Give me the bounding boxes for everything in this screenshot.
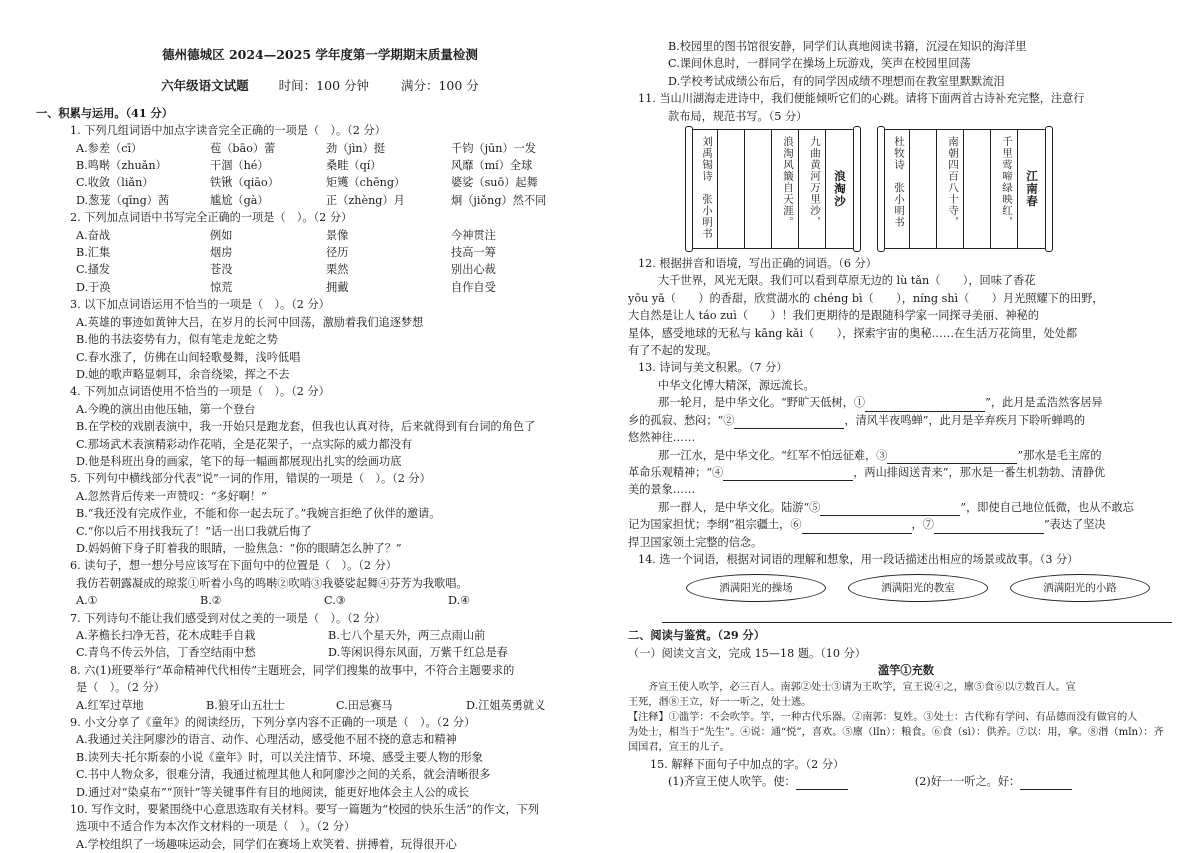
section1-heading: 一、积累与运用。（41 分） bbox=[36, 105, 173, 120]
q3-option-b: B.他的书法姿势有力，似有笔走龙蛇之势 bbox=[76, 333, 278, 347]
q14-option-path[interactable]: 洒满阳光的小路 bbox=[1010, 574, 1150, 602]
q14-options bbox=[686, 574, 1184, 602]
q10-option-a: A.学校组织了一场趣味运动会，同学们在赛场上欢笑着、拼搏着，玩得很开心 bbox=[76, 837, 457, 851]
q6-options bbox=[36, 592, 604, 609]
q13-blank-2[interactable] bbox=[734, 428, 844, 429]
q13-moon-3: 悠然神往…… bbox=[628, 431, 696, 445]
q9-option-a: A.我通过关注阿廖沙的语言、动作、心理活动，感受他不屈不挠的意志和精神 bbox=[76, 733, 457, 747]
q1-row-a: A.参差（cī） 苞（bāo）蕾 劲（jìn）挺 千钧（jūn）一发 bbox=[76, 141, 537, 155]
q2-row-c: C.搔发 苍没 栗然 别出心裁 bbox=[76, 263, 496, 277]
q5-option-d: D.妈妈俯下身子盯着我的眼睛，一脸焦急：“你的眼睛怎么肿了？” bbox=[76, 541, 402, 555]
q13-moon-1: 那一轮月，是中华文化。“野旷天低树，① ”，此月是孟浩然客居异 bbox=[628, 394, 1184, 411]
subject-label: 六年级语文试题 bbox=[161, 78, 249, 94]
card2-blank-1[interactable] bbox=[910, 130, 937, 248]
passage-title: 滥竽①充数 bbox=[878, 663, 934, 678]
q10-stem-cont: 选项中不适合作为本次作文材料的一项是（ ）。（2 分） bbox=[76, 820, 356, 834]
q8-stem: 8. 六(1)班要举行“革命精神代代相传”主题班会，同学们搜集的故事中，不符合主题要求的 bbox=[70, 663, 515, 677]
q14-option-classroom[interactable]: 洒满阳光的教室 bbox=[848, 574, 988, 602]
q9-option-c: C.书中人物众多，很难分清，我通过梳理其他人和阿廖沙之间的关系，就会清晰很多 bbox=[76, 768, 491, 782]
q3-stem: 3. 以下加点词语运用不恰当的一项是（ ）。（2 分） bbox=[70, 298, 330, 312]
q8-option-b: B.狼牙山五壮士 bbox=[206, 698, 285, 712]
q5-option-c: C.“你以后不用找我玩了！”话一出口我就后悔了 bbox=[76, 524, 312, 538]
section2-sub1: （一）阅读文言文，完成 15—18 题。（10 分） bbox=[628, 646, 866, 660]
q7-option-c: C.青鸟不传云外信，丁香空结雨中愁 bbox=[76, 646, 256, 660]
q2-row-a: A.奋战 例如 景像 今神贯注 bbox=[76, 228, 496, 242]
q9-option-b: B.读列夫·托尔斯泰的小说《童年》时，可以关注情节、环境、感受主要人物的形象 bbox=[76, 750, 483, 764]
exam-title: 德州德城区 2024—2025 学年度第一学期期末质量检测 bbox=[162, 47, 478, 62]
q6-option-c: C.③ bbox=[324, 594, 346, 608]
q15-item-2: (2)好一一听之。好： bbox=[914, 774, 1021, 788]
q13-river-3: 美的景象…… bbox=[628, 483, 696, 497]
passage-note-2: 为处士，相当于“先生”。④说：通“悦”，喜欢。⑤廪（lǐn）：粮食。⑥食（sì）：供养。⑦以：用，拿。⑧湣（mǐn）：齐 bbox=[628, 727, 1164, 739]
q13-moon-2: 乡的孤寂、愁闷；“② ，清风半夜鸣蝉”，此月是辛弃疾月下聆听蝉鸣的 bbox=[628, 412, 1184, 429]
q10-option-b: B.校园里的图书馆很安静，同学们认真地阅读书籍，沉浸在知识的海洋里 bbox=[668, 40, 1027, 53]
q11-stem-cont: 款布局，规范书写。（5 分） bbox=[668, 109, 808, 123]
q7-options-ab bbox=[36, 627, 604, 644]
q13-blank-7[interactable] bbox=[934, 533, 1044, 534]
q5-option-b: B.“我还没有完成作业，不能和你一起去玩了。”我婉言拒绝了伙伴的邀请。 bbox=[76, 507, 441, 521]
q6-option-d: D.④ bbox=[448, 594, 471, 608]
card2-title: 江南春 bbox=[1018, 130, 1047, 248]
q14-stem: 14. 选一个词语，根据对词语的理解和想象，用一段话描述出相应的场景或故事。（3 分） bbox=[638, 552, 1079, 566]
time-label: 时间：100 分钟 bbox=[278, 78, 370, 94]
passage-line-1: 齐宣王使人吹竽，必三百人。南郭②处士③请为王吹竽，宣王说④之，廪⑤食⑥以⑦数百人。宣 bbox=[648, 681, 1076, 693]
q4-option-b: B.在学校的戏剧表演中，我一开始只是跑龙套，但我也认真对待，后来就得到有台词的角色了 bbox=[76, 420, 536, 434]
card1-line-1: 九曲黄河万里沙， bbox=[799, 130, 826, 248]
poem-cards bbox=[690, 129, 1184, 249]
card2-blank-2[interactable] bbox=[964, 130, 991, 248]
q13-river-1: 那一江水，是中华文化。“红军不怕远征难，③ ”那水是毛主席的 bbox=[628, 447, 1184, 464]
q10-stem: 10. 写作文时，要紧围绕中心意思选取有关材料。要写一篇题为“校园的快乐生活”的作文，下列 bbox=[70, 803, 540, 817]
poem-card-langtaosha bbox=[690, 129, 856, 249]
q13-people-3: 捍卫国家领土完整的信念。 bbox=[628, 535, 763, 549]
q13-intro: 中华文化博大精深，源远流长。 bbox=[658, 378, 815, 392]
q13-blank-4[interactable] bbox=[723, 480, 853, 481]
q1-row-b: B.鸣啭（zhuǎn） 干涸（hé） 桑畦（qí） 风靡（mí）全球 bbox=[76, 159, 533, 173]
q15-blank-1[interactable] bbox=[796, 789, 848, 790]
q13-stem: 13. 诗词与美文积累。（7 分） bbox=[638, 361, 788, 375]
q4-option-c: C.那场武术表演精彩动作花哨，全是花架子，一点实际的威力都没有 bbox=[76, 437, 413, 451]
q12-line-5: 有了不起的发现。 bbox=[628, 344, 718, 358]
q4-stem: 4. 下列加点词语使用不恰当的一项是（ ）。（2 分） bbox=[70, 385, 330, 399]
q7-stem: 7. 下列诗句不能让我们感受到对仗之美的一项是（ ）。（2 分） bbox=[70, 611, 386, 625]
q14-option-playground[interactable]: 洒满阳光的操场 bbox=[686, 574, 826, 602]
q2-row-d: D.于涣 惊荒 拥戴 自作自受 bbox=[76, 280, 496, 294]
q2-row-b: B.汇集 烟房 径历 技高一筹 bbox=[76, 246, 496, 260]
q13-people-1: 那一群人，是中华文化。陆游“⑤ ”，即使自己地位低微，也从不敢忘 bbox=[628, 499, 1184, 516]
q8-options bbox=[36, 697, 604, 714]
q15-item-1: (1)齐宣王使人吹竽。使： bbox=[668, 774, 796, 788]
q12-line-3: 大自然是让人 táo zuì（ ）！我们更期待的是跟随科学家一同探寻美丽、神秘的 bbox=[628, 309, 1039, 323]
card2-line-2: 南朝四百八十寺， bbox=[937, 130, 964, 248]
passage-note-3: 国国君，宣王的儿子。 bbox=[628, 742, 730, 754]
q1-row-c: C.收敛（liǎn） 铁锹（qiāo） 矩矱（chēng） 婆娑（suō）起舞 bbox=[76, 176, 538, 190]
q14-answer-line[interactable] bbox=[662, 608, 1172, 623]
q3-option-c: C.春水涨了，仿佛在山间轻歌曼舞，浅吟低唱 bbox=[76, 350, 301, 364]
card2-author: 杜牧诗 张小明书 bbox=[883, 130, 910, 248]
q13-river-2: 革命乐观精神；“④ ，两山排闼送青来”，那水是一番生机勃勃、清静优 bbox=[628, 464, 1184, 481]
section2-heading: 二、阅读与鉴赏。（29 分） bbox=[628, 628, 765, 643]
q7-option-d: D.等闲识得东风面，万紫千红总是春 bbox=[328, 646, 508, 660]
q7-option-b: B.七八个星天外，两三点雨山前 bbox=[328, 629, 486, 642]
q15-blank-2[interactable] bbox=[1020, 789, 1072, 790]
q8-stem-cont: 是（ ）。（2 分） bbox=[76, 681, 165, 695]
q12-line-4: 星体，感受地球的无私与 kāng kǎi（ ），探索宇宙的奥秘……在生活万花筒里，处处都 bbox=[628, 326, 1078, 340]
q8-option-c: C.田忌赛马 bbox=[336, 698, 393, 712]
q15-items bbox=[628, 773, 1184, 790]
q12-line-1: 大千世界，风光无限。我们可以看到草原无边的 lù tǎn（ ），回味了香花 bbox=[658, 274, 1036, 288]
card1-author: 刘禹锡诗 张小明书 bbox=[691, 130, 718, 248]
card1-blank-2[interactable] bbox=[745, 130, 772, 248]
q2-stem: 2. 下列加点词语中书写完全正确的一项是（ ）。（2 分） bbox=[70, 211, 353, 225]
left-column bbox=[36, 0, 604, 849]
q1-row-d: D.葱茏（qīng）茜 尴尬（gà） 正（zhèng）月 炯（jiǒng）然不同 bbox=[76, 193, 547, 207]
q7-option-a: A.茅檐长扫净无苔，花木成畦手自栽 bbox=[76, 629, 256, 642]
q13-blank-6[interactable] bbox=[802, 533, 912, 534]
q5-option-a: A.忽然背后传来一声赞叹：“多好啊！” bbox=[76, 489, 267, 503]
q10-option-d: D.学校考试成绩公布后，有的同学因成绩不理想而在教室里默默流泪 bbox=[668, 74, 1005, 88]
poem-card-jiangnanchun bbox=[882, 129, 1048, 249]
card1-title: 浪淘沙 bbox=[826, 130, 855, 248]
passage-line-2: 王死，湣⑧王立，好一一听之，处士逃。 bbox=[628, 696, 812, 708]
q6-option-a: A.① bbox=[76, 594, 98, 608]
q5-stem: 5. 下列句中横线部分代表“说”一词的作用，错误的一项是（ ）。（2 分） bbox=[70, 472, 431, 486]
exam-subtitle bbox=[36, 77, 604, 94]
q3-option-d: D.她的歌声略显刺耳，余音绕梁，挥之不去 bbox=[76, 367, 290, 381]
card1-blank-1[interactable] bbox=[718, 130, 745, 248]
q11-stem: 11. 当山川湖海走进诗中，我们便能倾听它们的心跳。请将下面两首古诗补充完整，注意行 bbox=[638, 92, 1085, 106]
q6-stem: 6. 读句子，想一想分号应该写在下面句中的位置是（ ）。（2 分） bbox=[70, 559, 397, 573]
q6-sentence: 我仿若朝露凝成的琼浆①听着小鸟的鸣啭②吹哨③我婆娑起舞④芬芳为我歌唱。 bbox=[76, 576, 468, 590]
q15-stem: 15. 解释下面句子中加点的字。（2 分） bbox=[650, 757, 845, 771]
q12-stem: 12. 根据拼音和语境，写出正确的词语。（6 分） bbox=[638, 257, 877, 271]
q8-option-d: D.江姐英勇就义 bbox=[466, 698, 546, 712]
q6-option-b: B.② bbox=[200, 594, 222, 608]
q9-stem: 9. 小文分享了《童年》的阅读经历，下列分享内容不正确的一项是（ ）。（2 分） bbox=[70, 716, 476, 730]
passage-note-1: 【注释】①滥竽：不会吹竽。竽，一种古代乐器。②南郭：复姓。③处士：古代称有学问、有品德而没有做官的人 bbox=[628, 711, 1138, 723]
q12-line-2: yōu yǎ（ ）的香甜，欣赏湖水的 chéng bì（ ），níng shì（ ）月光照耀下的田野， bbox=[628, 291, 1104, 305]
q7-options-cd bbox=[36, 644, 604, 661]
q4-option-d: D.他是科班出身的画家，笔下的每一幅画都展现出扎实的绘画功底 bbox=[76, 454, 402, 468]
right-column bbox=[628, 0, 1184, 849]
q9-option-d: D.通过对“染桌布”“顶针”等关键事件有目的地阅读，能更好地体会主人公的成长 bbox=[76, 785, 470, 799]
q3-option-a: A.英雄的事迹如黄钟大吕，在岁月的长河中回荡，激励着我们追逐梦想 bbox=[76, 315, 424, 329]
q13-people-2: 记为国家担忧；李纲“祖宗疆土，⑥ ，⑦ ”表达了坚决 bbox=[628, 516, 1184, 533]
q4-option-a: A.今晚的演出由他压轴，第一个登台 bbox=[76, 402, 256, 416]
q10-option-c: C.课间休息时，一群同学在操场上玩游戏，笑声在校园里回荡 bbox=[668, 57, 971, 71]
score-label: 满分：100 分 bbox=[400, 78, 479, 94]
q1-stem: 1. 下列几组词语中加点字读音完全正确的一项是（ ）。（2 分） bbox=[70, 124, 386, 138]
card1-line-2: 浪淘风簸自天涯。 bbox=[772, 130, 799, 248]
q8-option-a: A.红军过草地 bbox=[76, 698, 144, 712]
card2-line-1: 千里莺啼绿映红， bbox=[991, 130, 1018, 248]
